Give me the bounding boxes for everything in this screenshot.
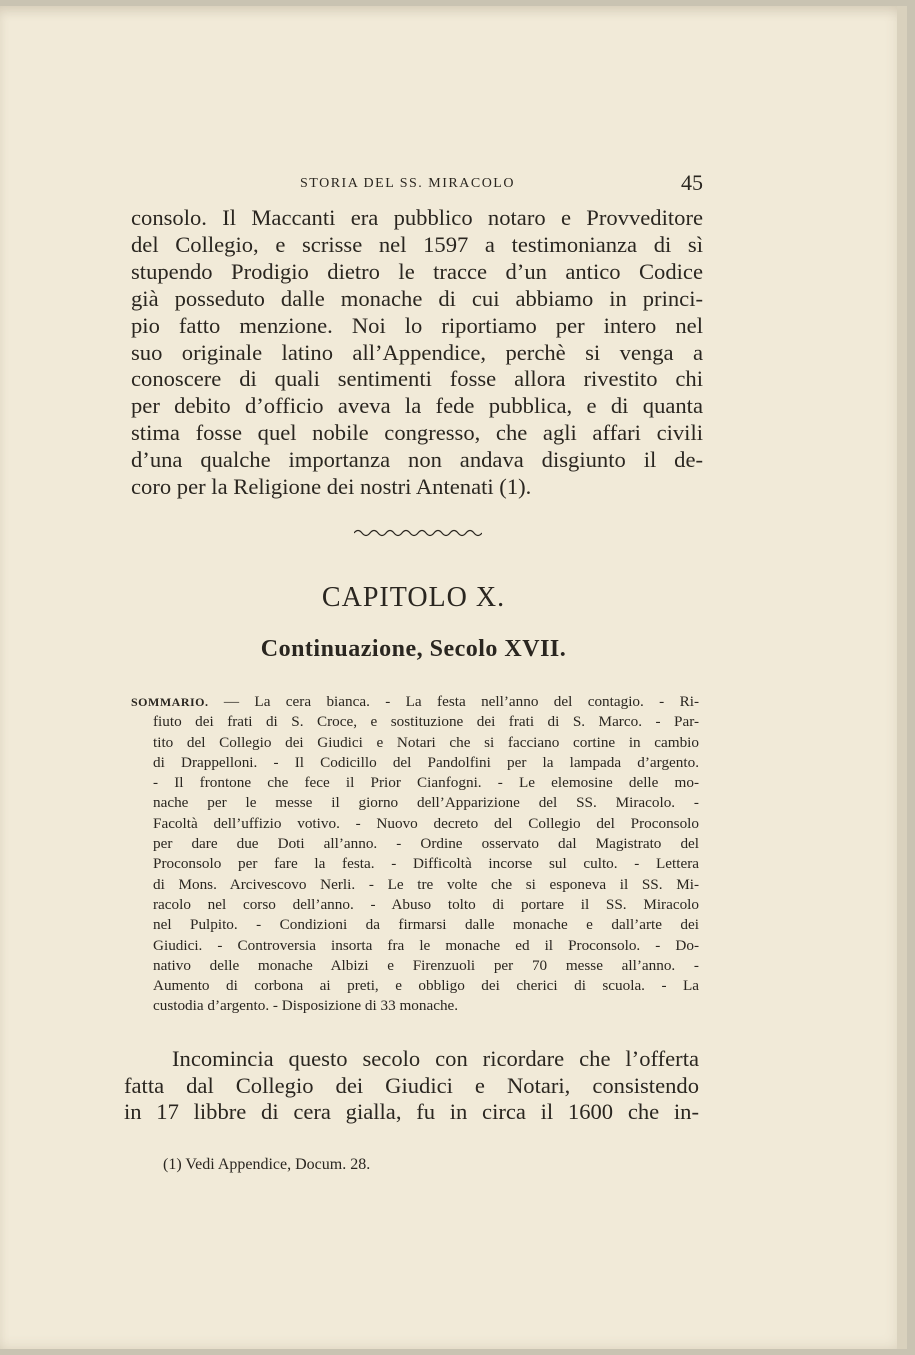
- paragraph-continuation: [131, 205, 703, 501]
- summary-line: nache per le messe il giorno dell’Apparizione del SS. Miracolo. -: [153, 794, 699, 812]
- text-line: già posseduto dalle monache di cui abbiamo in princi-: [131, 285, 703, 311]
- summary-line: Aumento di corbona ai preti, e obbligo dei cherici di scuola. - La: [153, 977, 699, 995]
- summary-line: custodia d’argento. - Disposizione di 33 monache.: [153, 997, 459, 1015]
- text-line: pio fatto menzione. Noi lo riportiamo per intero nel: [131, 312, 703, 338]
- summary-line: racolo nel corso dell’anno. - Abuso tolto di portare il SS. Miracolo: [153, 895, 699, 913]
- chapter-subtitle: Continuazione, Secolo XVII.: [260, 636, 567, 662]
- text-line: coro per la Religione dei nostri Antenati (1).: [131, 474, 532, 500]
- text-line: per debito d’officio aveva la fede pubblica, e di quanta: [131, 393, 703, 419]
- text-line: del Collegio, e scrisse nel 1597 a testimonianza di sì: [131, 231, 703, 257]
- summary-first-line: [131, 692, 699, 712]
- page-edge: [897, 6, 907, 1349]
- summary-line: di Drappelloni. - Il Codicillo del Pandolfini per la lampada d’argento.: [153, 753, 699, 771]
- page-number: 45: [681, 170, 703, 195]
- paragraph-chapter-opening: [124, 1046, 699, 1126]
- text-line: consolo. Il Maccanti era pubblico notaro e Provveditore: [131, 205, 703, 230]
- summary-line: Giudici. - Controversia insorta fra le monache ed il Proconsolo. - Do-: [153, 936, 699, 954]
- book-page: [0, 6, 907, 1349]
- chapter-summary: [131, 692, 699, 1017]
- wavy-divider-ornament: [354, 526, 482, 540]
- text-line: in 17 libbre di cera gialla, fu in circa il 1600 che in-: [124, 1099, 699, 1124]
- summary-line: Proconsolo per fare la festa. - Difficoltà incorse sul culto. - Lettera: [153, 855, 699, 873]
- footnote: (1) Vedi Appendice, Docum. 28.: [163, 1156, 371, 1173]
- summary-line: nel Pulpito. - Condizioni da firmarsi dalle monache e dall’arte dei: [153, 916, 699, 934]
- text-line: suo originale latino all’Appendice, perchè si venga a: [131, 339, 703, 365]
- summary-line: fiuto dei frati di S. Croce, e sostituzione dei frati di S. Marco. - Par-: [153, 713, 699, 731]
- text-line: d’una qualche importanza non andava disgiunto il de-: [131, 447, 703, 473]
- summary-line: di Mons. Arcivescovo Nerli. - Le tre volte che si esponeva il SS. Mi-: [153, 875, 699, 893]
- summary-line: per dare due Doti all’anno. - Ordine osservato dal Magistrato del: [153, 835, 699, 853]
- summary-line: nativo delle monache Albizi e Firenzuoli per 70 messe all’anno. -: [153, 956, 699, 974]
- text-line: conoscere di quali sentimenti fosse allora rivestito chi: [131, 366, 703, 392]
- chapter-title: CAPITOLO X.: [321, 582, 506, 613]
- text-line: fatta dal Collegio dei Giudici e Notari, consistendo: [124, 1072, 699, 1098]
- summary-line: tito del Collegio dei Giudici e Notari che si facciano cortine in cambio: [153, 733, 699, 751]
- summary-line: - Il frontone che fece il Prior Cianfogni. - Le elemosine delle mo-: [153, 774, 699, 792]
- summary-line: Facoltà dell’uffizio votivo. - Nuovo decreto del Collegio del Proconsolo: [153, 814, 699, 832]
- summary-text: — La cera bianca. - La festa nell’anno del contagio. - Ri-: [208, 693, 699, 710]
- running-title: STORIA DEL SS. MIRACOLO: [300, 176, 515, 191]
- text-line: stupendo Prodigio dietro le tracce d’un antico Codice: [131, 258, 703, 284]
- summary-label: SOMMARIO.: [131, 695, 209, 709]
- text-line: stima fosse quel nobile congresso, che agli affari civili: [131, 420, 703, 446]
- running-head: [130, 170, 705, 198]
- text-line: Incomincia questo secolo con ricordare che l’offerta: [172, 1046, 699, 1071]
